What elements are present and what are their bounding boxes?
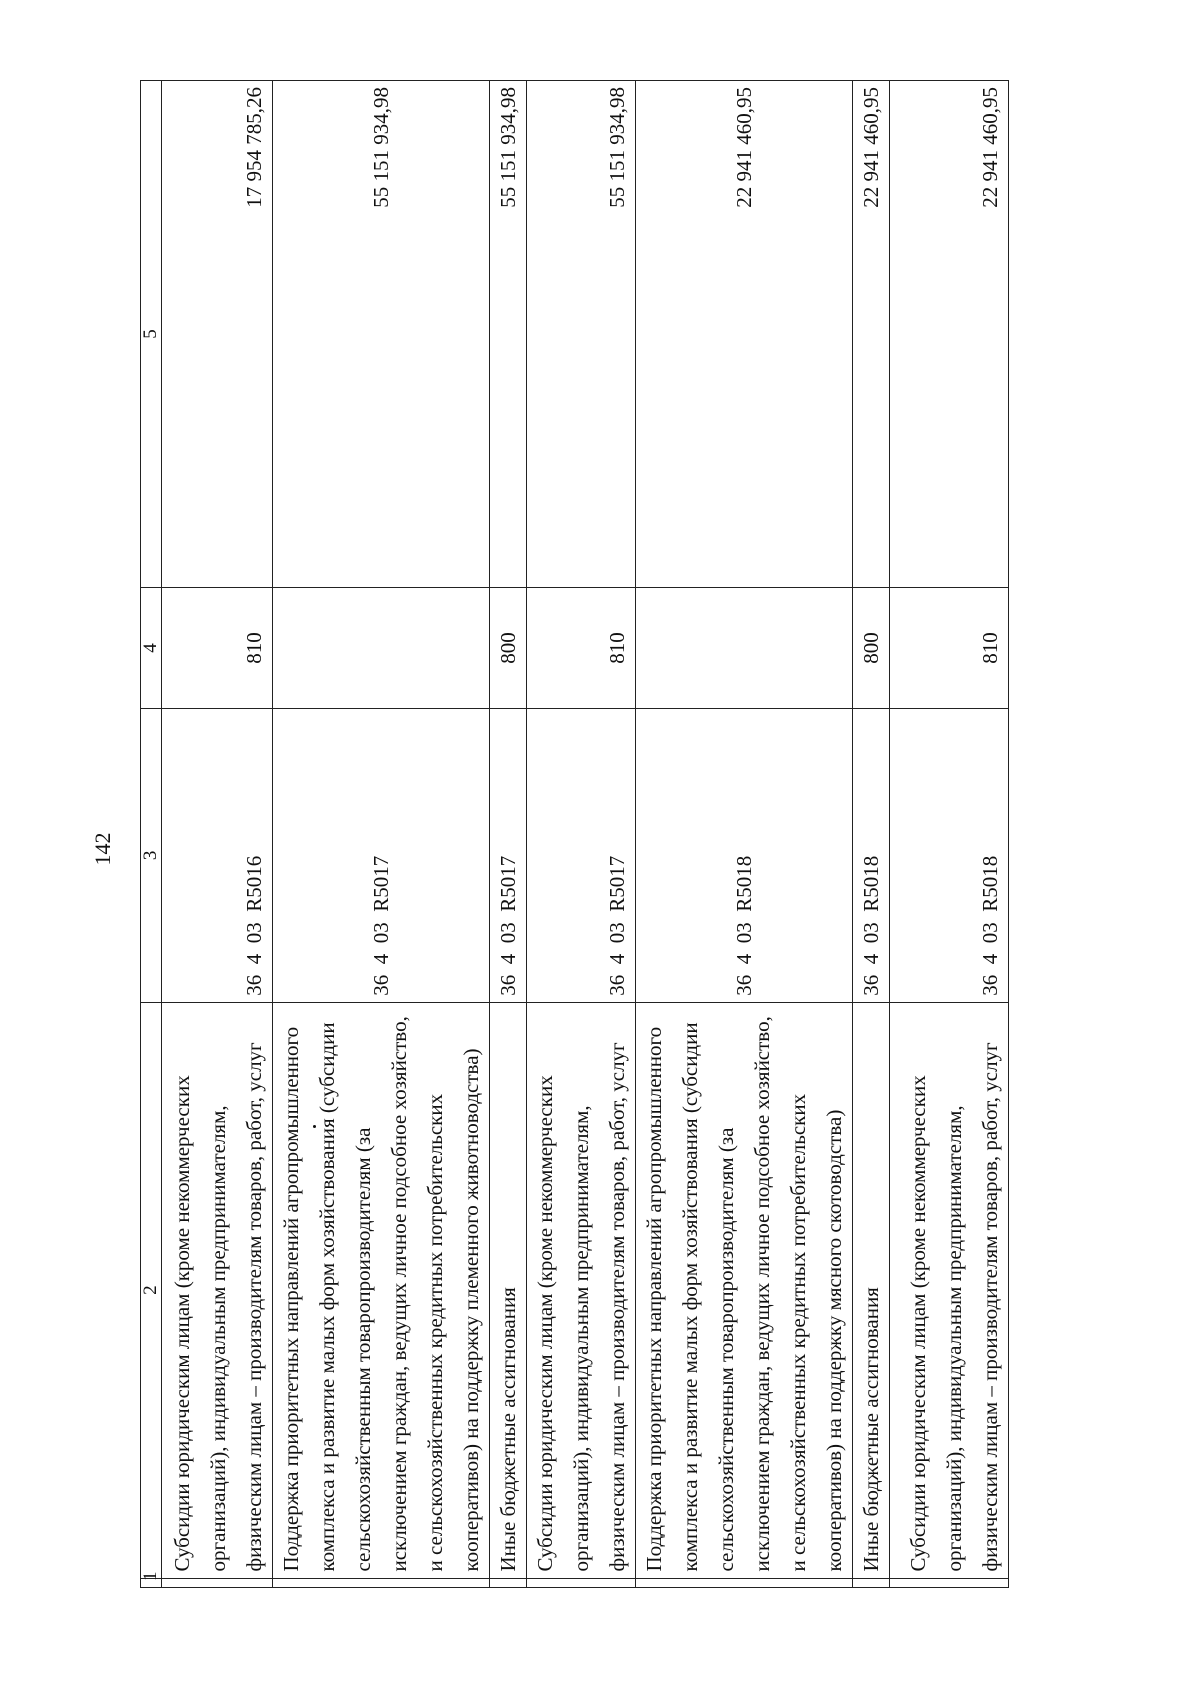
table-row <box>162 81 273 1588</box>
budget-table <box>140 80 1009 1588</box>
header-col-2: 2 <box>141 1002 162 1578</box>
table-row <box>490 81 527 1588</box>
row-type: 800 <box>490 588 527 709</box>
row-amount: 22 941 460,95 <box>890 81 1009 588</box>
header-col-4: 4 <box>141 588 162 709</box>
row-description: Субсидии юридическим лицам (кроме некоммерческих организаций), индивидуальным предпринимателям, физическим лицам – производителям товаров, работ, услуг <box>890 1002 1009 1578</box>
row-amount: 22 941 460,95 <box>636 81 853 588</box>
row-index-cell <box>527 1578 636 1587</box>
header-col-3: 3 <box>141 708 162 1002</box>
row-code: 36 4 03 R5018 <box>890 708 1009 1002</box>
row-amount: 55 151 934,98 <box>490 81 527 588</box>
row-amount: 55 151 934,98 <box>273 81 490 588</box>
row-type: 800 <box>853 588 890 709</box>
table-row <box>527 81 636 1588</box>
row-description: Иные бюджетные ассигнования <box>853 1002 890 1578</box>
table-row <box>890 81 1009 1588</box>
row-index-cell <box>853 1578 890 1587</box>
page-number: 142 <box>90 832 115 866</box>
header-col-1: 1 <box>141 1578 162 1587</box>
row-type: 810 <box>890 588 1009 709</box>
row-amount: 17 954 785,26 <box>162 81 273 588</box>
row-description: Поддержка приоритетных направлений агропромышленного комплекса и развитие малых форм хозяйствования (субсидии сельскохозяйственным товаропроизводителям (за исключением граждан, ведущих личное подсобное хозяйство, и сельскохозяйственных кредитных потребительских кооперативов) на поддержку племенного животноводства) <box>273 1002 490 1578</box>
row-amount: 55 151 934,98 <box>527 81 636 588</box>
row-type <box>636 588 853 709</box>
table-row <box>636 81 853 1588</box>
row-index-cell <box>490 1578 527 1587</box>
header-row <box>141 81 162 1588</box>
header-col-5: 5 <box>141 81 162 588</box>
rotated-table-wrapper <box>140 80 1009 1588</box>
row-description: Субсидии юридическим лицам (кроме некоммерческих организаций), индивидуальным предпринимателям, физическим лицам – производителям товаров, работ, услуг <box>162 1002 273 1578</box>
row-code: 36 4 03 R5017 <box>527 708 636 1002</box>
row-type <box>273 588 490 709</box>
row-index-cell <box>273 1578 490 1587</box>
row-code: 36 4 03 R5018 <box>853 708 890 1002</box>
row-description: Иные бюджетные ассигнования <box>490 1002 527 1578</box>
table-row <box>853 81 890 1588</box>
row-code: 36 4 03 R5017 <box>273 708 490 1002</box>
row-type: 810 <box>162 588 273 709</box>
row-index-cell <box>890 1578 1009 1587</box>
table-row <box>273 81 490 1588</box>
row-index-cell <box>162 1578 273 1587</box>
row-index-cell <box>636 1578 853 1587</box>
row-code: 36 4 03 R5018 <box>636 708 853 1002</box>
row-amount: 22 941 460,95 <box>853 81 890 588</box>
row-code: 36 4 03 R5016 <box>162 708 273 1002</box>
row-type: 810 <box>527 588 636 709</box>
row-description: Поддержка приоритетных направлений агропромышленного комплекса и развитие малых форм хозяйствования (субсидии сельскохозяйственным товаропроизводителям (за исключением граждан, ведущих личное подсобное хозяйство, и сельскохозяйственных кредитных потребительских кооперативов) на поддержку мясного скотоводства) <box>636 1002 853 1578</box>
row-code: 36 4 03 R5017 <box>490 708 527 1002</box>
row-description: Субсидии юридическим лицам (кроме некоммерческих организаций), индивидуальным предпринимателям, физическим лицам – производителям товаров, работ, услуг <box>527 1002 636 1578</box>
